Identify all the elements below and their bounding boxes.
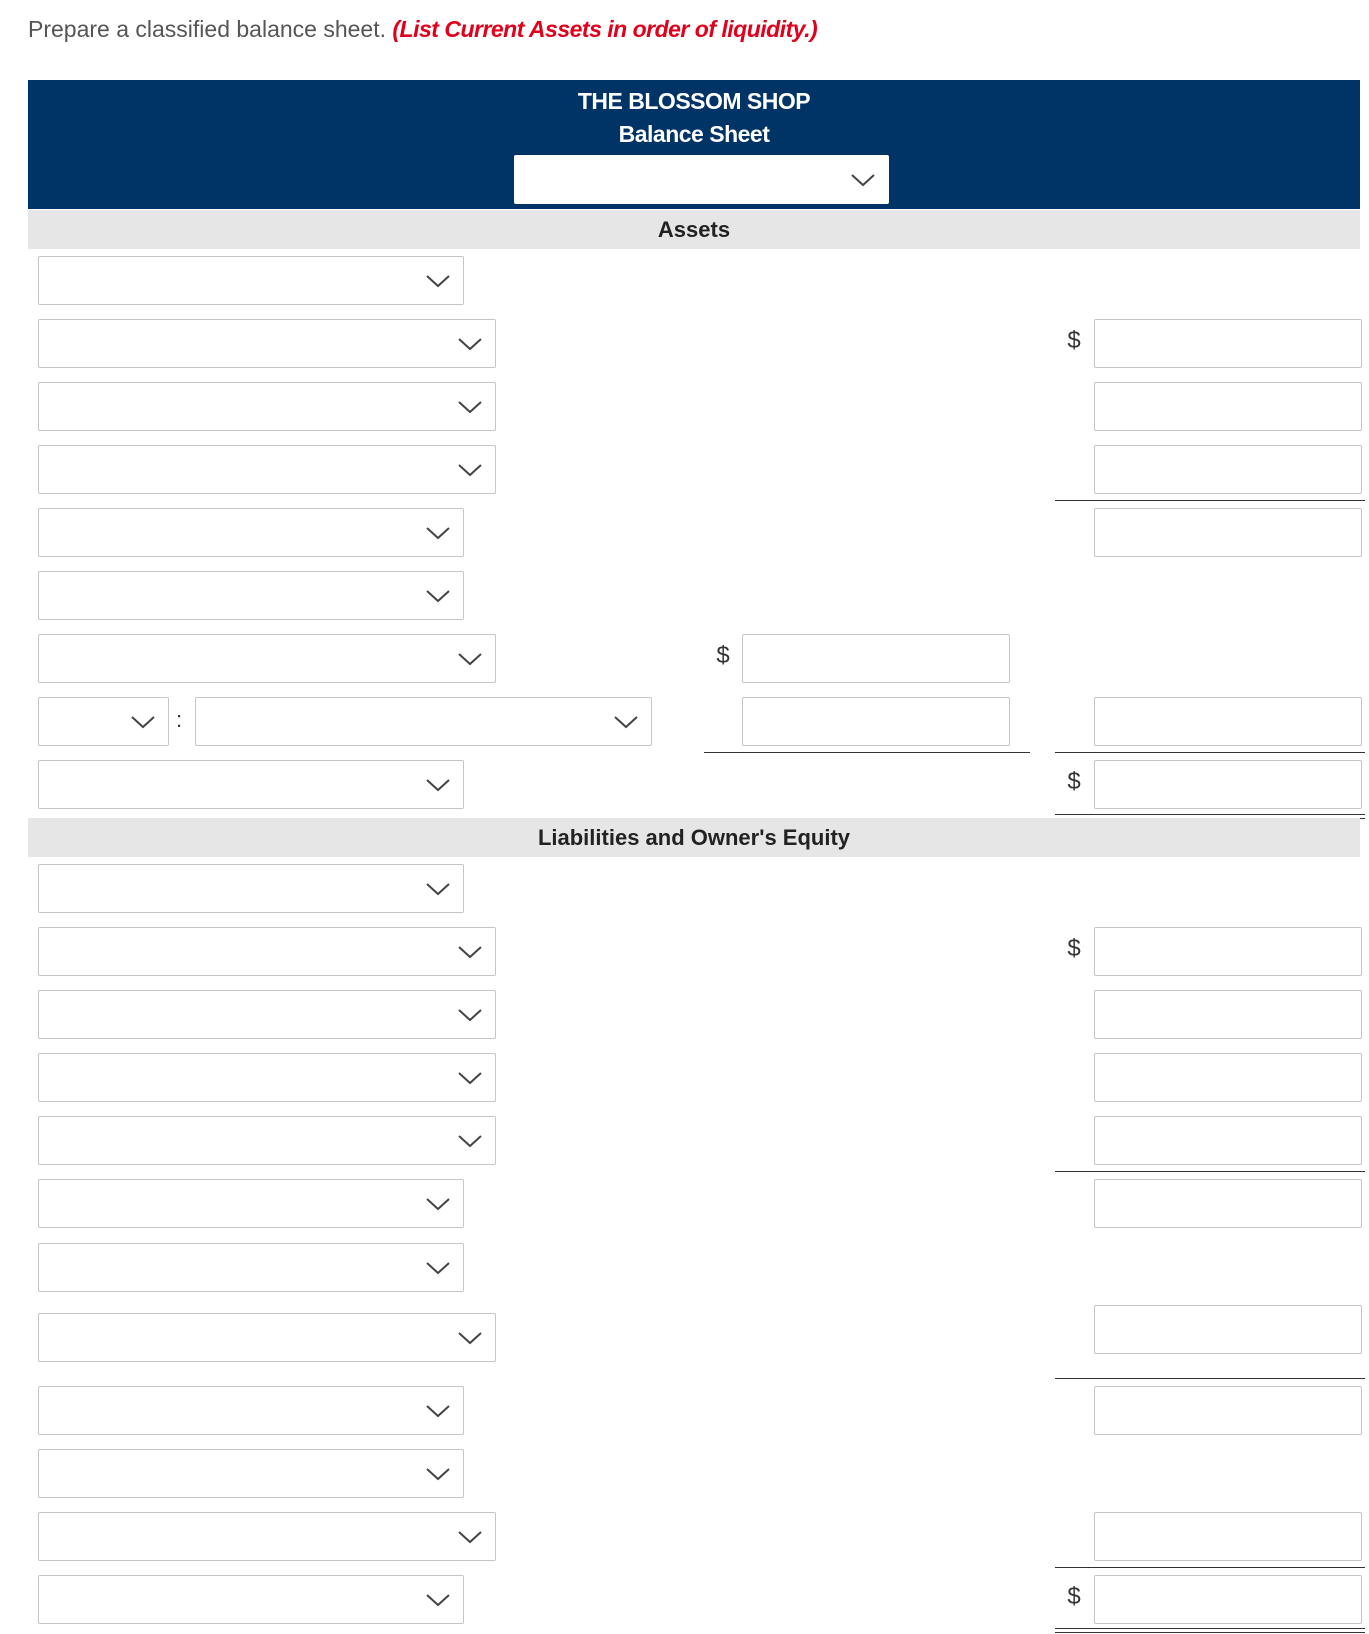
chevron-down-icon xyxy=(425,878,451,900)
chevron-down-icon xyxy=(457,941,483,963)
dollar-sign: $ xyxy=(1067,327,1081,354)
account-select[interactable] xyxy=(38,634,496,683)
instruction xyxy=(28,16,817,43)
amount-input[interactable] xyxy=(1094,1305,1362,1354)
account-select[interactable] xyxy=(38,1116,496,1165)
company-name: THE BLOSSOM SHOP xyxy=(577,88,811,114)
statement-title: Balance Sheet xyxy=(618,121,770,147)
amount-input[interactable] xyxy=(1094,1512,1362,1561)
amount-input[interactable] xyxy=(1094,1053,1362,1102)
amount-input[interactable] xyxy=(1094,319,1362,368)
chevron-down-icon xyxy=(457,648,483,670)
amount-input[interactable] xyxy=(1094,445,1362,494)
liabilities-equity-heading: Liabilities and Owner's Equity xyxy=(28,818,1360,857)
underline xyxy=(1055,1378,1365,1379)
account-select[interactable] xyxy=(38,382,496,431)
assets-heading: Assets xyxy=(28,210,1360,249)
amount-input[interactable] xyxy=(1094,1386,1362,1435)
account-select[interactable] xyxy=(38,990,496,1039)
chevron-down-icon xyxy=(457,396,483,418)
amount-input[interactable] xyxy=(1094,1179,1362,1228)
dollar-sign: $ xyxy=(1067,935,1081,962)
account-select[interactable] xyxy=(38,1386,464,1435)
account-select[interactable] xyxy=(38,319,496,368)
account-select[interactable] xyxy=(38,1179,464,1228)
chevron-down-icon xyxy=(425,270,451,292)
total-liabilities-equity-input[interactable] xyxy=(1094,1575,1362,1624)
account-select[interactable] xyxy=(38,1512,496,1561)
account-select[interactable] xyxy=(38,1243,464,1292)
amount-input[interactable] xyxy=(742,697,1010,746)
chevron-down-icon xyxy=(130,711,156,733)
account-select[interactable] xyxy=(38,256,464,305)
chevron-down-icon xyxy=(457,1067,483,1089)
amount-input[interactable] xyxy=(1094,990,1362,1039)
less-select[interactable] xyxy=(38,697,169,746)
underline xyxy=(1055,500,1365,501)
amount-input[interactable] xyxy=(1094,508,1362,557)
underline xyxy=(1055,1567,1365,1568)
account-select[interactable] xyxy=(38,864,464,913)
chevron-down-icon xyxy=(425,1193,451,1215)
colon-separator: : xyxy=(176,707,183,732)
dollar-sign: $ xyxy=(716,642,730,669)
account-select[interactable] xyxy=(38,1449,464,1498)
date-select[interactable] xyxy=(514,155,889,204)
chevron-down-icon xyxy=(457,459,483,481)
chevron-down-icon xyxy=(425,1589,451,1611)
chevron-down-icon xyxy=(425,585,451,607)
account-select[interactable] xyxy=(38,571,464,620)
chevron-down-icon xyxy=(457,1526,483,1548)
dollar-sign: $ xyxy=(1067,768,1081,795)
chevron-down-icon xyxy=(457,1004,483,1026)
total-liabilities-equity-select[interactable] xyxy=(38,1575,464,1624)
total-assets-select[interactable] xyxy=(38,760,464,809)
amount-input[interactable] xyxy=(1094,382,1362,431)
underline xyxy=(1055,1171,1365,1172)
account-select[interactable] xyxy=(38,508,464,557)
chevron-down-icon xyxy=(425,1257,451,1279)
chevron-down-icon xyxy=(425,1463,451,1485)
amount-input[interactable] xyxy=(742,634,1010,683)
underline xyxy=(704,752,1030,753)
chevron-down-icon xyxy=(425,774,451,796)
chevron-down-icon xyxy=(457,1327,483,1349)
chevron-down-icon xyxy=(425,1400,451,1422)
amount-input[interactable] xyxy=(1094,927,1362,976)
account-select[interactable] xyxy=(38,445,496,494)
account-select[interactable] xyxy=(38,927,496,976)
account-select[interactable] xyxy=(195,697,652,746)
amount-input[interactable] xyxy=(1094,1116,1362,1165)
dollar-sign: $ xyxy=(1067,1583,1081,1610)
account-select[interactable] xyxy=(38,1053,496,1102)
account-select[interactable] xyxy=(38,1313,496,1362)
instruction-note: (List Current Assets in order of liquidity.) xyxy=(392,16,818,42)
double-underline xyxy=(1055,1628,1365,1633)
underline xyxy=(1055,752,1365,753)
chevron-down-icon xyxy=(457,333,483,355)
instruction-text: Prepare a classified balance sheet. xyxy=(28,16,386,42)
chevron-down-icon xyxy=(457,1130,483,1152)
chevron-down-icon xyxy=(850,169,876,191)
total-assets-input[interactable] xyxy=(1094,760,1362,809)
chevron-down-icon xyxy=(613,711,639,733)
amount-input[interactable] xyxy=(1094,697,1362,746)
chevron-down-icon xyxy=(425,522,451,544)
